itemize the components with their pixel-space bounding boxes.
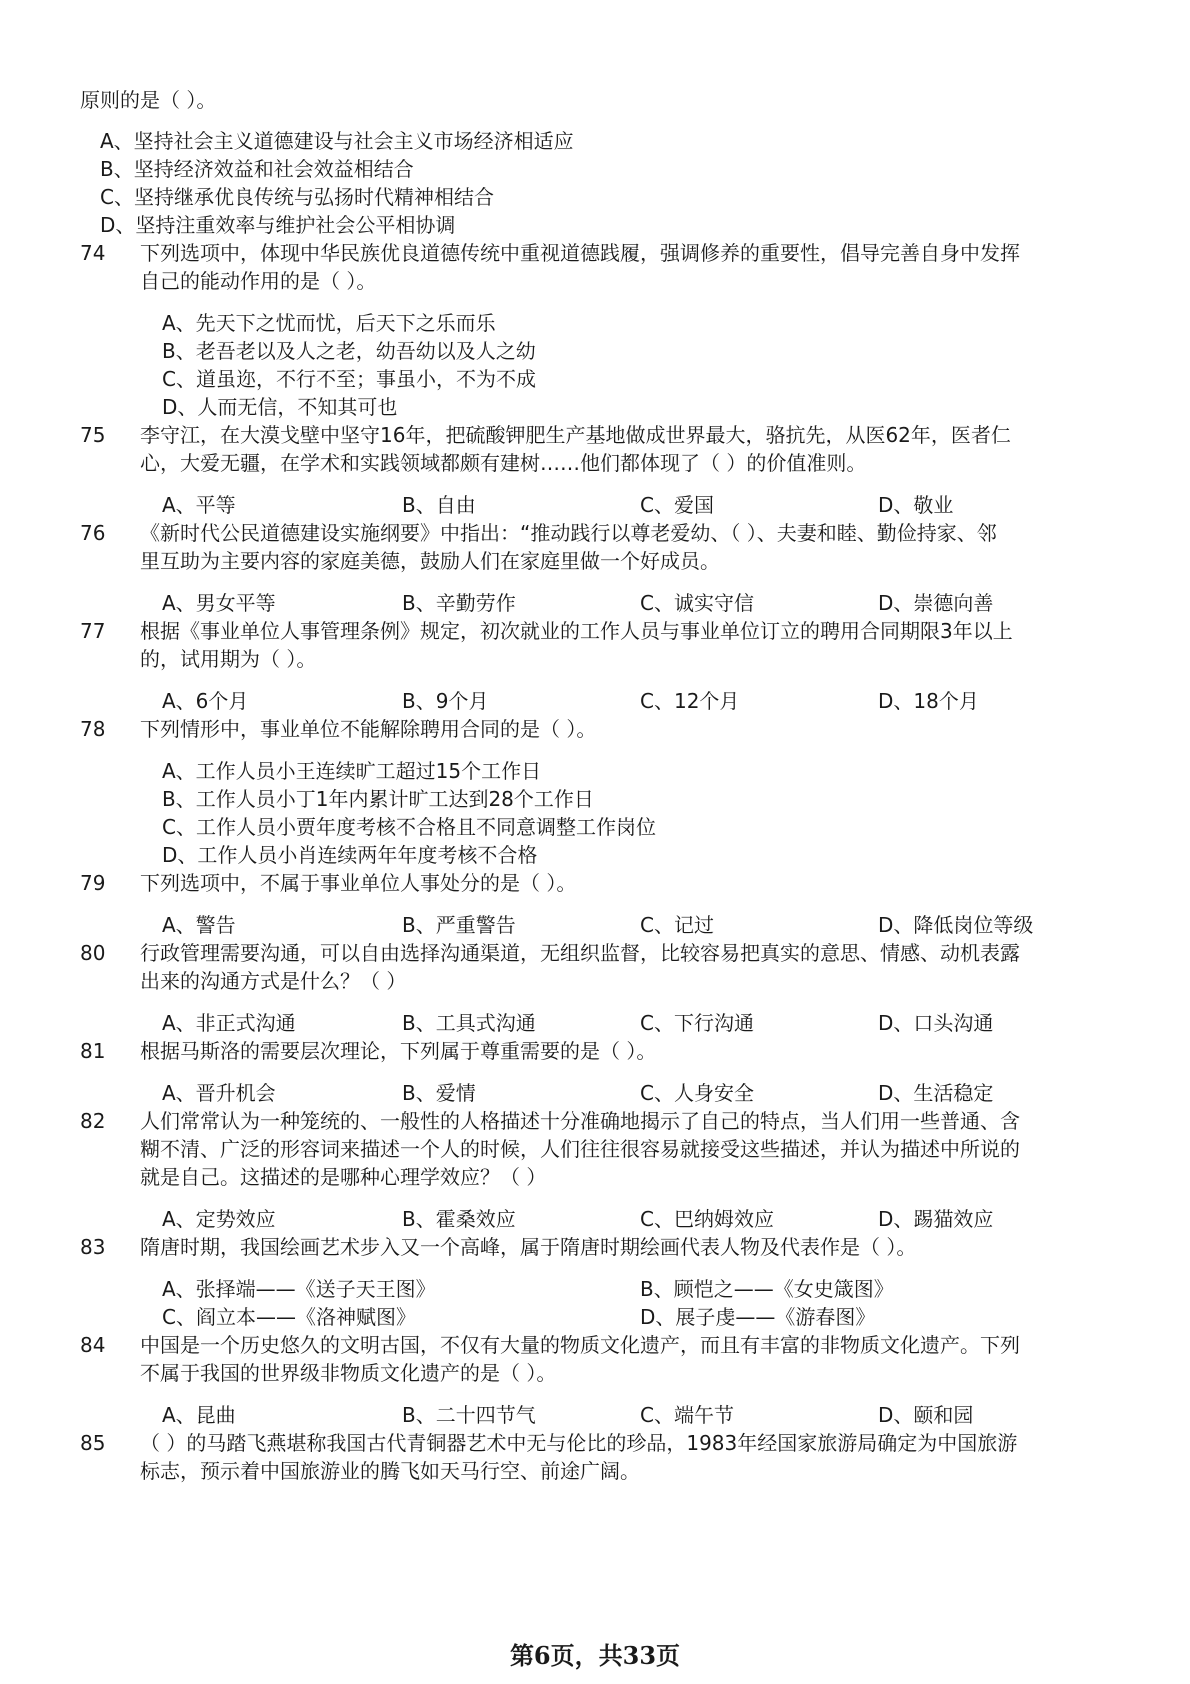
option-a: A、昆曲 — [162, 1403, 236, 1427]
option-c: C、工作人员小贾年度考核不合格且不同意调整工作岗位 — [162, 815, 656, 839]
option-b: B、辛勤劳作 — [402, 591, 516, 615]
option-c: C、巴纳姆效应 — [640, 1207, 774, 1231]
option-a: A、晋升机会 — [162, 1081, 276, 1105]
page-number-footer: 第6页，共33页 — [509, 1641, 681, 1670]
question-number: 85 — [80, 1431, 106, 1455]
option-a: A、男女平等 — [162, 591, 276, 615]
question-continuation: 原则的是（ ）。 — [80, 88, 217, 112]
option-c: C、阎立本——《洛神赋图》 — [162, 1305, 416, 1329]
question-number: 83 — [80, 1235, 106, 1259]
option-d: D、口头沟通 — [878, 1011, 994, 1035]
option-a: A、6个月 — [162, 689, 249, 713]
option-d: D、展子虔——《游春图》 — [640, 1305, 876, 1329]
question-text: 中国是一个历史悠久的文明古国，不仅有大量的物质文化遗产，而且有丰富的非物质文化遗产。下列 — [140, 1333, 1020, 1357]
question-text: 心，大爱无疆，在学术和实践领域都颇有建树……他们都体现了（ ）的价值准则。 — [140, 451, 867, 475]
option-b: B、霍桑效应 — [402, 1207, 516, 1231]
option-d: D、崇德向善 — [878, 591, 994, 615]
option-d: D、坚持注重效率与维护社会公平相协调 — [100, 213, 456, 237]
option-a: A、警告 — [162, 913, 236, 937]
option-d: D、工作人员小肖连续两年年度考核不合格 — [162, 843, 538, 867]
option-b: B、严重警告 — [402, 913, 516, 937]
question-number: 79 — [80, 871, 106, 895]
question-number: 75 — [80, 423, 106, 447]
option-a: A、定势效应 — [162, 1207, 276, 1231]
question-text: （ ）的马踏飞燕堪称我国古代青铜器艺术中无与伦比的珍品，1983年经国家旅游局确定为中国旅游 — [140, 1431, 1018, 1455]
question-text: 根据马斯洛的需要层次理论，下列属于尊重需要的是（ ）。 — [140, 1039, 657, 1063]
question-text: 下列情形中，事业单位不能解除聘用合同的是（ ）。 — [140, 717, 597, 741]
option-a: A、张择端——《送子天王图》 — [162, 1277, 436, 1301]
question-text: 不属于我国的世界级非物质文化遗产的是（ ）。 — [140, 1361, 557, 1385]
question-text: 里互助为主要内容的家庭美德，鼓励人们在家庭里做一个好成员。 — [140, 549, 720, 573]
option-a: A、工作人员小王连续旷工超过15个工作日 — [162, 759, 542, 783]
question-text: 出来的沟通方式是什么？（ ） — [140, 969, 407, 993]
option-d: D、生活稳定 — [878, 1081, 994, 1105]
question-text: 自己的能动作用的是（ ）。 — [140, 269, 377, 293]
option-a: A、坚持社会主义道德建设与社会主义市场经济相适应 — [100, 129, 574, 153]
question-number: 77 — [80, 619, 106, 643]
option-d: D、降低岗位等级 — [878, 913, 1034, 937]
question-text: 行政管理需要沟通，可以自由选择沟通渠道，无组织监督，比较容易把真实的意思、情感、动机表露 — [140, 941, 1020, 965]
question-number: 82 — [80, 1109, 106, 1133]
option-b: B、工作人员小丁1年内累计旷工达到28个工作日 — [162, 787, 594, 811]
option-a: A、先天下之忧而忧，后天下之乐而乐 — [162, 311, 496, 335]
option-c: C、端午节 — [640, 1403, 734, 1427]
option-b: B、顾恺之——《女史箴图》 — [640, 1277, 894, 1301]
option-b: B、坚持经济效益和社会效益相结合 — [100, 157, 414, 181]
option-c: C、记过 — [640, 913, 714, 937]
option-a: A、平等 — [162, 493, 236, 517]
option-b: B、工具式沟通 — [402, 1011, 536, 1035]
question-number: 80 — [80, 941, 106, 965]
question-text: 的，试用期为（ ）。 — [140, 647, 317, 671]
option-b: B、自由 — [402, 493, 476, 517]
question-text: 下列选项中，不属于事业单位人事处分的是（ ）。 — [140, 871, 577, 895]
option-d: D、颐和园 — [878, 1403, 974, 1427]
question-text: 标志，预示着中国旅游业的腾飞如天马行空、前途广阔。 — [140, 1459, 640, 1483]
question-text: 《新时代公民道德建设实施纲要》中指出：“推动践行以尊老爱幼、（ ）、夫妻和睦、勤俭持家、邻 — [140, 521, 997, 545]
option-b: B、爱情 — [402, 1081, 476, 1105]
option-c: C、爱国 — [640, 493, 714, 517]
question-text: 根据《事业单位人事管理条例》规定，初次就业的工作人员与事业单位订立的聘用合同期限3年以上 — [140, 619, 1013, 643]
option-d: D、踢猫效应 — [878, 1207, 994, 1231]
option-c: C、道虽迩，不行不至；事虽小，不为不成 — [162, 367, 536, 391]
option-c: C、诚实守信 — [640, 591, 754, 615]
question-number: 78 — [80, 717, 106, 741]
question-number: 76 — [80, 521, 106, 545]
option-d: D、18个月 — [878, 689, 979, 713]
question-number: 74 — [80, 241, 106, 265]
question-text: 糊不清、广泛的形容词来描述一个人的时候，人们往往很容易就接受这些描述，并认为描述中所说的 — [140, 1137, 1020, 1161]
question-text: 就是自己。这描述的是哪种心理学效应？（ ） — [140, 1165, 547, 1189]
question-text: 隋唐时期，我国绘画艺术步入又一个高峰，属于隋唐时期绘画代表人物及代表作是（ ）。 — [140, 1235, 917, 1259]
question-number: 84 — [80, 1333, 106, 1357]
option-c: C、下行沟通 — [640, 1011, 754, 1035]
option-c: C、坚持继承优良传统与弘扬时代精神相结合 — [100, 185, 494, 209]
option-b: B、二十四节气 — [402, 1403, 536, 1427]
option-c: C、12个月 — [640, 689, 740, 713]
question-text: 下列选项中，体现中华民族优良道德传统中重视道德践履，强调修养的重要性，倡导完善自身中发挥 — [140, 241, 1020, 265]
option-b: B、老吾老以及人之老，幼吾幼以及人之幼 — [162, 339, 536, 363]
question-number: 81 — [80, 1039, 106, 1063]
option-c: C、人身安全 — [640, 1081, 754, 1105]
option-a: A、非正式沟通 — [162, 1011, 296, 1035]
question-text: 人们常常认为一种笼统的、一般性的人格描述十分准确地揭示了自己的特点，当人们用一些普通、含 — [140, 1109, 1020, 1133]
option-b: B、9个月 — [402, 689, 489, 713]
option-d: D、人而无信，不知其可也 — [162, 395, 398, 419]
question-text: 李守江，在大漠戈壁中坚守16年，把硫酸钾肥生产基地做成世界最大，骆抗先，从医62年，医者仁 — [140, 423, 1011, 447]
option-d: D、敬业 — [878, 493, 954, 517]
